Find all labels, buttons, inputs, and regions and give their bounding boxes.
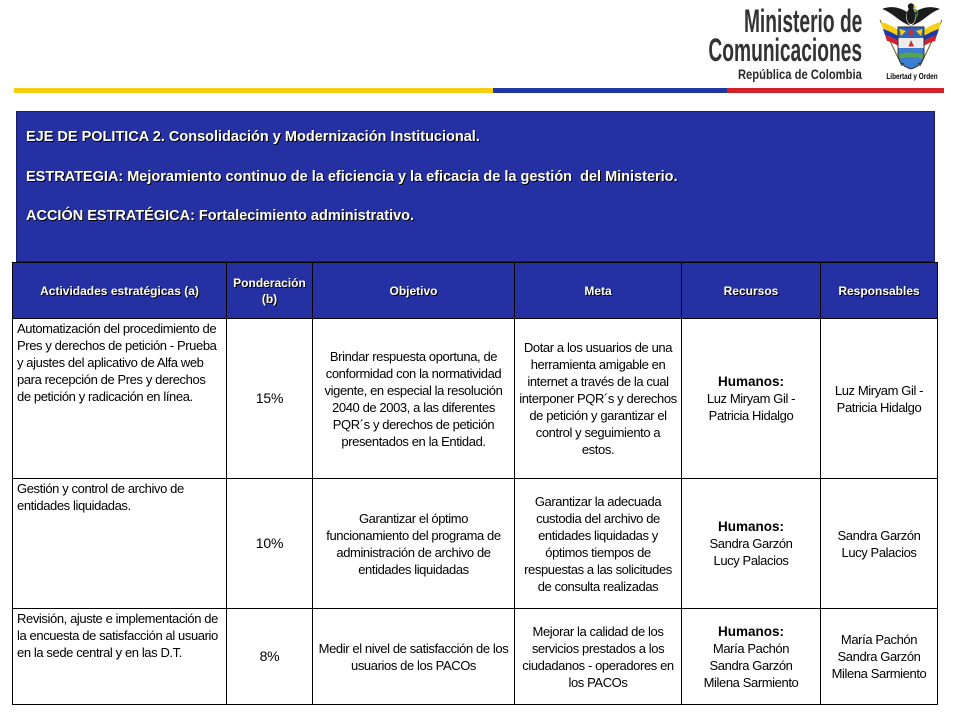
tricolor-stripe-red (727, 88, 944, 93)
strategy-line: ESTRATEGIA: Mejoramiento continuo de la eficiencia y la eficacia de la gestión del Ministerio. (26, 169, 678, 185)
policy-axis-line: EJE DE POLITICA 2. Consolidación y Modernización Institucional. (26, 129, 480, 145)
resource-name: Sandra Garzón (709, 657, 793, 673)
column-header-activities: Actividades estratégicas (a) (13, 263, 227, 319)
objective-cell: Garantizar el óptimo funcionamiento del programa de administración de archivo de entidades liquidadas (313, 479, 515, 609)
resource-name: Sandra Garzón (709, 536, 793, 551)
responsible-name: Patricia Hidalgo (836, 399, 922, 415)
responsibles-cell (821, 479, 938, 609)
table-row (13, 609, 938, 705)
column-header-responsibles: Responsables (821, 263, 938, 319)
resource-name: Milena Sarmiento (703, 674, 799, 690)
responsibles-cell (821, 609, 938, 705)
objective-cell: Medir el nivel de satisfacción de los usuarios de los PACOs (313, 609, 515, 705)
activity-cell: Revisión, ajuste e implementación de la encuesta de satisfacción al usuario en la sede central y en las D.T. (13, 609, 227, 705)
responsible-name: María Pachón (840, 632, 918, 647)
table-row (13, 479, 938, 609)
activity-cell: Gestión y control de archivo de entidades liquidadas. (13, 479, 227, 609)
tricolor-stripe-blue (493, 88, 727, 93)
goal-cell: Garantizar la adecuada custodia del archivo de entidades liquidadas y óptimos tiempos de respuestas a las solicitudes de consulta realizadas (515, 479, 682, 609)
column-header-resources: Recursos (682, 263, 821, 319)
resources-cell (682, 609, 821, 705)
resources-type-label: Humanos: (717, 623, 784, 639)
coat-of-arms-icon (876, 0, 946, 72)
resource-name: Luz Miryam Gil - (706, 391, 796, 406)
responsible-name: Lucy Palacios (841, 544, 917, 560)
weight-cell: 8% (227, 609, 313, 705)
responsible-name: Sandra Garzón (837, 649, 921, 664)
goal-cell: Dotar a los usuarios de una herramienta amigable en internet a través de la cual interponer PQR´s y derechos de petición y garantizar el control y seguimiento a estos. (515, 319, 682, 479)
strategic-action-line: ACCIÓN ESTRATÉGICA: Fortalecimiento administrativo. (26, 208, 415, 224)
responsibles-cell (821, 319, 938, 479)
activities-table (12, 262, 938, 705)
goal-cell: Mejorar la calidad de los servicios prestados a los ciudadanos - operadores en los PACOs (515, 609, 682, 705)
weight-cell: 10% (227, 479, 313, 609)
resources-type-label: Humanos: (717, 519, 784, 534)
resources-cell (682, 479, 821, 609)
table-row (13, 319, 938, 479)
responsible-name: Sandra Garzón (837, 527, 921, 543)
resource-name: Patricia Hidalgo (708, 408, 794, 423)
column-header-weight: Ponderación (b) (227, 263, 313, 319)
column-header-goal: Meta (515, 263, 682, 319)
country-name: República de Colombia (738, 66, 862, 82)
resource-name: María Pachón (712, 640, 790, 656)
resources-cell (682, 319, 821, 479)
resources-type-label: Humanos: (717, 374, 784, 389)
resource-name: Lucy Palacios (713, 553, 789, 568)
national-motto: Libertad y Orden (886, 72, 938, 81)
objective-cell: Brindar respuesta oportuna, de conformidad con la normatividad vigente, en especial la resolución 2040 de 2003, a las diferentes PQR´s y derechos de petición presentados en la Entidad. (313, 319, 515, 479)
responsible-name: Luz Miryam Gil - (834, 382, 924, 398)
ministry-name-line1: Ministerio de (743, 3, 862, 39)
policy-banner (16, 111, 935, 262)
ministry-name-line2: Comunicaciones (708, 32, 862, 68)
tricolor-stripe-yellow (14, 88, 493, 93)
table-header-row (13, 263, 938, 319)
responsible-name: Milena Sarmiento (831, 666, 927, 681)
activity-cell: Automatización del procedimiento de Pres y derechos de petición - Prueba y ajustes del aplicativo de Alfa web para recepción de Pres y derechos de petición y radicación en línea. (13, 319, 227, 479)
column-header-objective: Objetivo (313, 263, 515, 319)
weight-cell: 15% (227, 319, 313, 479)
